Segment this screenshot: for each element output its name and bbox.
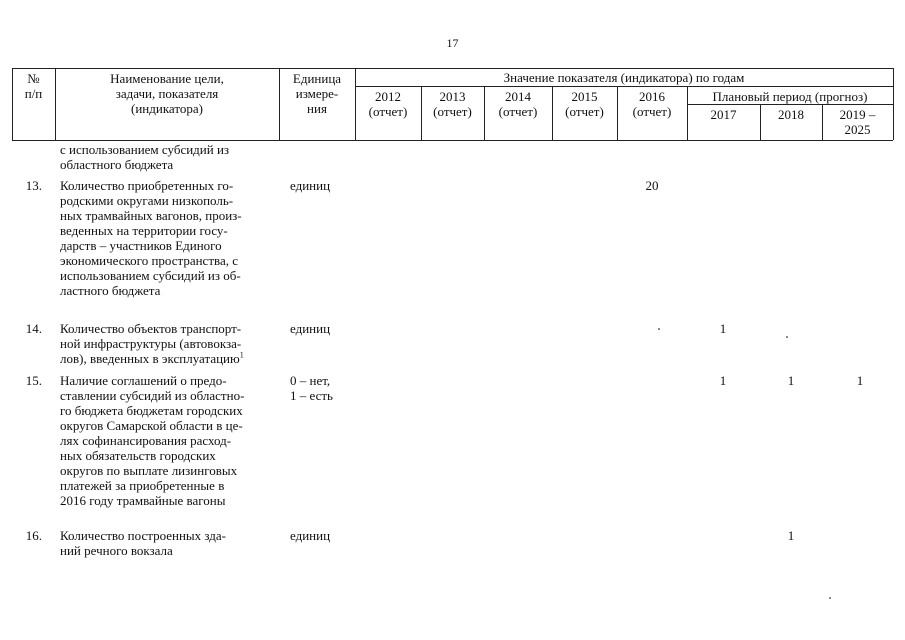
header-year-2012 [355,89,421,119]
row-name-line: Количество объектов транспорт- [60,321,242,336]
row-unit-line: 0 – нет, [290,373,331,388]
header-num-symbol: № [27,71,40,86]
header-bottom-rule [12,140,893,141]
row-number: 15. [25,373,42,388]
header-plan-2018: 2018 [778,107,804,122]
year-label: 2016 [639,89,665,104]
page-number: 17 [446,36,459,50]
scan-speck [786,336,788,338]
scan-speck [829,597,831,599]
value-2018: 1 [787,528,795,543]
year-label: 2012 [375,89,401,104]
header-year-2016 [617,89,687,119]
year-label: 2015 [571,89,598,104]
header-year-2014 [484,89,552,119]
header-vline [893,68,894,140]
row-name-line: Количество построенных зда- [60,528,227,543]
value-2016: 20 [645,178,659,193]
header-unit-line: измере- [295,86,339,101]
row-name-line: ластного бюджета [60,283,161,298]
row-name-line: ной инфраструктуры (автовокза- [60,336,242,351]
row-unit-line: единиц [290,528,331,543]
row-name-line: ставлении субсидий из областно- [60,388,245,403]
row-name-line: ных трамвайных вагонов, произ- [60,208,242,223]
row-name-line: платежей за приобретенные в [60,478,225,493]
value-2017: 1 [719,373,727,388]
header-name-line: (индикатора) [131,101,203,116]
header-unit-line: Единица [292,71,342,86]
row-name [60,373,270,508]
header-name-line: Наименование цели, [110,71,224,86]
value-2019-2025: 1 [856,373,864,388]
row-name [60,178,270,298]
row-name-line: областного бюджета [60,157,174,172]
row-name-line: ний речного вокзала [60,543,173,558]
row-unit-line: 1 – есть [290,388,333,403]
row-name-line: дарств – участников Единого [60,238,222,253]
header-planned-title: Плановый период (прогноз) [712,89,868,104]
header-name-line: задачи, показателя [115,86,219,101]
row-number: 13. [25,178,42,193]
row-name [60,321,270,366]
row-name-line: веденных на территории госу- [60,223,228,238]
row-unit [290,528,350,543]
row-name-text: лов), введенных в эксплуатацию [60,351,240,366]
year-sub: (отчет) [632,104,672,119]
year-sub: (отчет) [433,104,472,119]
row-name-line: го бюджета бюджетам городских [60,403,243,418]
row-name-line: экономического пространства, с [60,253,239,268]
row-number: 14. [25,321,42,336]
header-name [55,71,279,116]
row-name [60,142,270,172]
row-name-line: использованием субсидий из об- [60,268,241,283]
row-name [60,528,270,558]
row-name-line: 2016 году трамвайные вагоны [60,493,226,508]
row-name-line: ных обязательств городских [60,448,216,463]
row-name-line: Количество приобретенных го- [60,178,234,193]
header-unit [279,71,355,116]
footnote-marker: 1 [239,350,244,360]
header-year-2015 [552,89,617,119]
row-unit [290,373,350,403]
year-label: 2013 [439,89,466,104]
row-name-line: родскими округами низкополь- [60,193,234,208]
row-unit-line: единиц [290,321,331,336]
scan-speck [658,328,660,330]
year-sub: (отчет) [565,104,604,119]
row-unit [290,178,350,193]
header-mid-rule [355,86,893,87]
value-2018: 1 [787,373,795,388]
header-plan-2017: 2017 [710,107,737,122]
value-2017: 1 [719,321,727,336]
row-name-line: Наличие соглашений о предо- [60,373,227,388]
header-top-rule [12,68,893,69]
row-name-line: лях софинансирования расход- [60,433,232,448]
year-label: 2014 [505,89,531,104]
header-num [12,71,55,101]
row-name-line [60,351,270,366]
year-sub: (отчет) [498,104,538,119]
header-unit-line: ния [307,101,327,116]
row-name-line: с использованием субсидий из [60,142,230,157]
row-name-line: округов по выплате лизинговых [60,463,238,478]
row-number: 16. [25,528,42,543]
header-values-title: Значение показателя (индикатора) по годам [503,70,745,85]
header-num-label: п/п [24,86,43,101]
row-name-line: округов Самарской области в це- [60,418,243,433]
header-year-2013 [421,89,484,119]
header-plan-2019-2025: 2019 – 2025 [839,107,876,137]
header-plan-rule [687,104,893,105]
year-sub: (отчет) [368,104,408,119]
row-unit-line: единиц [290,178,331,193]
row-unit [290,321,350,336]
